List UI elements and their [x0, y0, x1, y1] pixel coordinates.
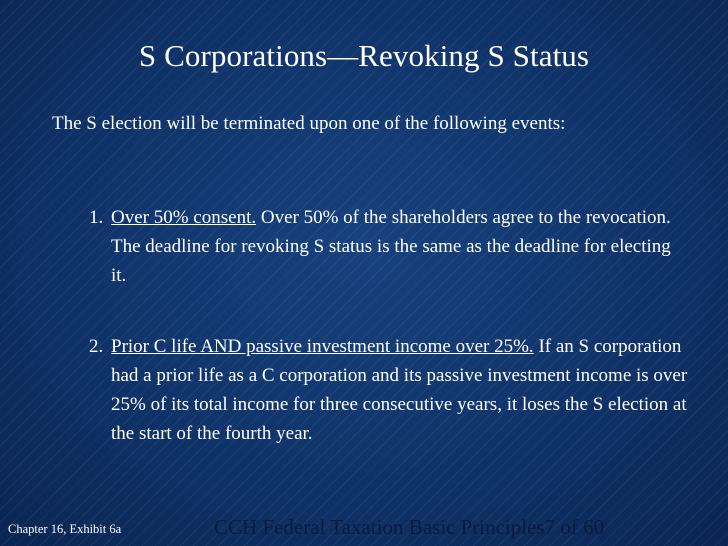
footer-course-title	[214, 515, 604, 540]
list-item	[89, 203, 689, 290]
footer-course-name: CCH Federal Taxation Basic Principles	[214, 515, 545, 539]
page-indicator: 7 of 60	[544, 515, 605, 539]
item-body	[111, 332, 704, 448]
item-heading: Over 50% consent.	[111, 207, 257, 228]
item-number: 2.	[89, 336, 104, 357]
intro-text: The S election will be terminated upon one of the following events:	[52, 113, 566, 134]
item-body	[111, 203, 689, 290]
slide-title: S Corporations—Revoking S Status	[138, 38, 590, 73]
item-heading: Prior C life AND passive investment income over 25%.	[111, 336, 534, 357]
item-number: 1.	[89, 207, 104, 228]
list-item	[89, 332, 704, 448]
item-text: Over 50% of the shareholders agree to the revocation. The deadline for revoking S status is the same as the deadline for electing it.	[111, 207, 671, 286]
footer-chapter-label: Chapter 16, Exhibit 6a	[8, 522, 122, 536]
item-text: If an S corporation had a prior life as a C corporation and its passive investment income is over 25% of its total income for three consecutive years, it loses the S election at the start of the fourth year.	[111, 336, 688, 444]
